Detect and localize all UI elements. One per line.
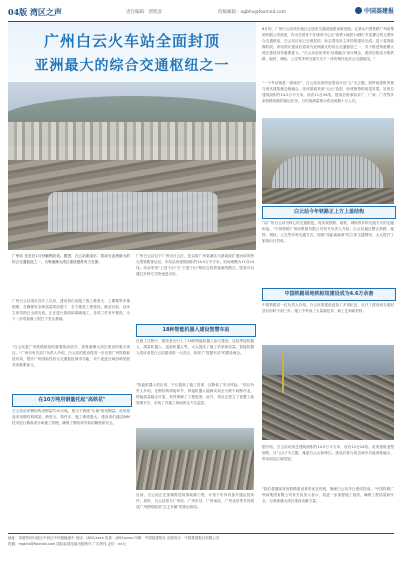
mid-paragraph-1: 广州白云站位于广州市白云区，是以原广州棠溪站为基础改扩建而成的特大型铁路客运站。车站站房建筑面积约14.5万平方米，站场规模为11台24线。站房采用"上进下出"与"下进下出"相结合的旅客流线模式，旅客可以通过多种方式快速进出站。 bbox=[136, 254, 254, 276]
right-paragraph-6: "我们将继续发扬铁路建设者的优良传统，确保白云站早日建成投用。"中国铁路广州局集团有限公司有关负责人表示，将进一步加强施工组织，确保工程质量和安全，为粤港澳大湾区建设贡献力量。 bbox=[262, 487, 394, 503]
left-paragraph-1: 广州白云站项目自开工以来，建设者们克服了施工难度大、工期紧等多重困难，在确保安全和质量的前提下，全力推进工程建设。截至目前，站房主体结构已全面完成，正在进行屋面和幕墙施工，各项工作有序推进，为下一步的装修工程打下坚实基础。 bbox=[12, 299, 130, 321]
right-paragraph-4: 中国铁路局一位负责人介绍，白云站的建设创造了多项纪录，从开工建设到全面封顶仅用时不到三年，施工中采用了大量新技术、新工艺和新材料。 bbox=[262, 303, 394, 313]
logo-icon bbox=[355, 7, 362, 14]
footer-line-1: 地址：香港特别行政区中西区中环德辅道中 电话：(852)xxxx 传真：(852)xxxx 印刷：中国基建报社 出版发行：中国基建报社有限公司 bbox=[8, 536, 220, 540]
headline: 广州白云火车站全面封顶 bbox=[43, 32, 220, 50]
page-label: 04版 湾区之声 bbox=[8, 7, 62, 17]
track-construction-photo bbox=[262, 345, 394, 440]
intro-paragraph: 8月初，广州白云站所在地区正迎来交通设施建设新进展。记者从中国铁路广州局集团有限公司获悉，作为全国首个在城市中心区"高铁+地铁+城轨"多层叠合的大型综合交通枢纽，白云站目前已全面封顶，标志着站房主体结构建设完成，进入装饰装修阶段。该站预计建成后将成为亚洲最大的综合交通枢纽之一，对于推进粤港澳大湾区建设具有重要意义。"白云站站房采用'站城融合'设计理念，建成后将成为集铁路、地铁、城轨、公交等多种交通方式于一体的现代化综合交通枢纽。" bbox=[262, 27, 394, 61]
left-paragraph-3: 白云站站房钢结构用钢量约10万吨，相当于两座"鸟巢"的用钢量。站房屋盖采用钢结构网架，跨度大、构件多，施工难度极大。建设者们通过BIM技术进行精准设计和施工管理，确保了钢结构安装的精度和安全。 bbox=[12, 409, 130, 425]
logo-text: 中国基建报 bbox=[363, 8, 394, 15]
headline-block bbox=[8, 22, 256, 82]
main-photo bbox=[8, 82, 256, 250]
mid-paragraph-3: "智能机器人的应用，不仅提高了施工效率，还降低了安全风险。"项目负责人介绍，在钢结构焊接环节，焊接机器人能够实现全天候不间断作业，焊接质量稳定可靠，有效保障了工程进度。此外，项目还建立了智慧工地管理平台，实现了对施工现场的全方位监控。 bbox=[136, 383, 254, 405]
mid-paragraph-4: 目前，白云站正在加紧推进装饰装修工程，计划于年内具备开通运营条件。届时，白云站将与广州站、广州东站、广州南站、广州北站等共同构成广州铁路枢纽"五主多辅"的客运格局。 bbox=[136, 493, 254, 509]
right-paragraph-5: 据介绍，白云站站房总建筑面积约14.5万平方米，设有11台24线。站房建筑造型独特，以"云山"为主题，寓意白云山和珠江。建成后将与周边城市功能深度融合，带动周边区域发展。 bbox=[262, 445, 394, 461]
mid-section-head: 18种智能机器人建设智慧车站 bbox=[136, 324, 256, 337]
page-header bbox=[8, 6, 394, 20]
page-footer bbox=[8, 536, 394, 547]
newspaper-logo bbox=[355, 6, 394, 15]
submission-email: 投稿邮箱：xgbhs@foxmail.com bbox=[218, 10, 287, 15]
footer-rule bbox=[8, 533, 394, 534]
right-section-banner-2: 中国铁路局地铁枢纽建设成为4.6万余套 bbox=[262, 288, 396, 301]
right-paragraph-2: "一个车站就是一座城市"，白云站站房的造型设计以"云"为主题，将岭南建筑风格与现代建筑理念相融合，站房屋面采用"云山"造型，形成独特的视觉效果。站房总建筑面积约14.5万平方米，设有11台24线，建成后将承担京广、广深、广茂等多条铁路线路的客运任务，日均客流量预计将达到数十万人次。 bbox=[262, 81, 394, 103]
footer-line-2: 投稿：mpbhs@foxmail.com 国际标准连续出版物号 广告热线 定价：xx元 bbox=[8, 541, 126, 546]
station-roof-photo bbox=[262, 118, 394, 204]
left-section-head: 在10万吨用钢量托起"高铁花" bbox=[12, 394, 132, 407]
right-section-banner-1: 白云站今年铁路正上方上盖结构 bbox=[262, 206, 396, 219]
construction-photo bbox=[136, 428, 254, 490]
mid-paragraph-2: 在施工过程中，建设者们引入了18种智能机器人参与建设，包括焊接机器人、测量机器人、巡检机器人等，大大提高了施工效率和质量。智能机器人的应用是白云站建设的一大亮点，体现了"智慧车站"的建设理念。 bbox=[136, 339, 254, 355]
right-paragraph-3: "以广州白云站为核心的交通枢纽，将实现铁路、地铁、城轨等多种交通方式的无缝衔接。"中国铁路广州局集团有限公司有关负责人介绍，白云站通过整合铁路、地铁、城轨、公交等多种交通方式，构建"零距离换乘"的立体交通网络，大大提升了旅客出行效率。 bbox=[262, 221, 394, 243]
subheadline: 亚洲最大的综合交通枢纽之一 bbox=[34, 58, 230, 74]
editor-credit: 责任编辑：郭凯彦 bbox=[126, 10, 162, 15]
main-photo-caption: 广州站 先后在1月份顺利封顶。据悉，白云站建成后，将成为亚洲最大的综合交通枢纽之一，为粤港澳大湾区建设提供有力支撑。 bbox=[12, 254, 130, 264]
left-paragraph-2: "白云站是广州铁路枢纽的重要组成部分，是粤港澳大湾区建设的重点项目。"广州市有关部门负责人介绍，白云站的建设将进一步完善广州铁路枢纽布局，提升广州国际性综合交通枢纽城市功能，对于促进区域协调发展具有重要意义。 bbox=[12, 345, 130, 367]
